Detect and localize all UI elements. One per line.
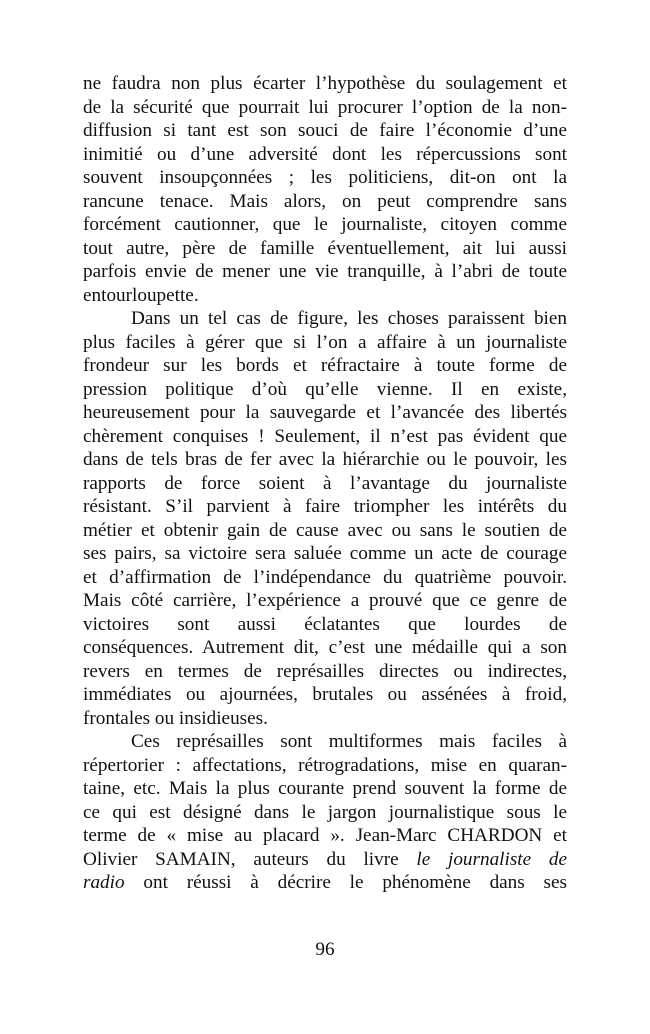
paragraph-1 <box>83 72 567 307</box>
page-body <box>83 72 567 895</box>
text-line: inimitié ou d’une adversité dont les répercussions sont <box>83 143 567 165</box>
text-line <box>83 848 567 872</box>
text-line: Ces représailles sont multiformes mais faciles à <box>131 731 567 752</box>
text-line: heureusement pour la sauvegarde et l’avancée des libertés <box>83 402 567 423</box>
text-line: frontales ou insidieuses. <box>83 707 268 729</box>
text-line: forcément cautionner, que le journaliste, citoyen comme <box>83 214 567 235</box>
page-number: 96 <box>315 939 335 960</box>
text-line: pression politique d’où qu’elle vienne. Il en existe, <box>83 378 567 400</box>
text-line: souvent insoupçonnées ; les politiciens, dit-on ont la <box>83 167 567 188</box>
text-line: plus faciles à gérer que si l’on a affaire à un journaliste <box>83 331 567 353</box>
text-line-segment: ont réussi à décrire le phénomène dans ses <box>143 872 568 893</box>
text-line: chèrement conquises ! Seulement, il n’est pas évident que <box>83 425 567 447</box>
text-line: et d’affirmation de l’indépendance du quatrième pouvoir. <box>83 566 567 588</box>
text-line: rancune tenace. Mais alors, on peut comprendre sans <box>83 190 567 212</box>
text-line: frondeur sur les bords et réfractaire à toute forme de <box>83 355 567 376</box>
text-line: parfois envie de mener une vie tranquille, à l’abri de toute <box>83 261 567 282</box>
text-line: ne faudra non plus écarter l’hypothèse du soulagement et <box>83 73 567 94</box>
text-line: victoires sont aussi éclatantes que lourdes de <box>83 613 567 635</box>
text-line: de la sécurité que pourrait lui procurer l’option de la non- <box>83 96 567 118</box>
text-line: répertorier : affectations, rétrogradations, mise en quaran- <box>83 754 567 776</box>
text-line-segment: Olivier SAMAIN, auteurs du livre <box>83 848 399 870</box>
text-line: diffusion si tant est son souci de faire l’économie d’une <box>83 120 567 141</box>
text-line: ses pairs, sa victoire sera saluée comme un acte de courage <box>83 543 567 564</box>
text-line: terme de « mise au placard ». Jean-Marc CHARDON et <box>83 825 567 846</box>
book-title-part-2: radio <box>83 872 125 893</box>
text-line: dans de tels bras de fer avec la hiérarchie ou le pouvoir, les <box>83 449 567 470</box>
paragraph-2 <box>83 307 567 730</box>
text-line: taine, etc. Mais la plus courante prend souvent la forme de <box>83 778 567 799</box>
text-line <box>83 871 567 895</box>
text-line: tout autre, père de famille éventuellement, ait lui aussi <box>83 237 567 259</box>
text-line: immédiates ou ajournées, brutales ou assénées à froid, <box>83 684 567 705</box>
paragraph-3 <box>83 730 567 895</box>
text-line: ce qui est désigné dans le jargon journalistique sous le <box>83 801 567 823</box>
text-line: résistant. S’il parvient à faire triompher les intérêts du <box>83 496 567 517</box>
text-line: revers en termes de représailles directes ou indirectes, <box>83 660 567 682</box>
text-line: Mais côté carrière, l’expérience a prouvé que ce genre de <box>83 590 567 611</box>
text-line: conséquences. Autrement dit, c’est une médaille qui a son <box>83 637 567 658</box>
text-line: Dans un tel cas de figure, les choses paraissent bien <box>131 308 567 329</box>
text-line: entourloupette. <box>83 284 199 306</box>
text-line: rapports de force soient à l’avantage du journaliste <box>83 472 567 494</box>
book-title-part-1: le journaliste de <box>416 848 568 870</box>
text-line: métier et obtenir gain de cause avec ou sans le soutien de <box>83 519 567 541</box>
